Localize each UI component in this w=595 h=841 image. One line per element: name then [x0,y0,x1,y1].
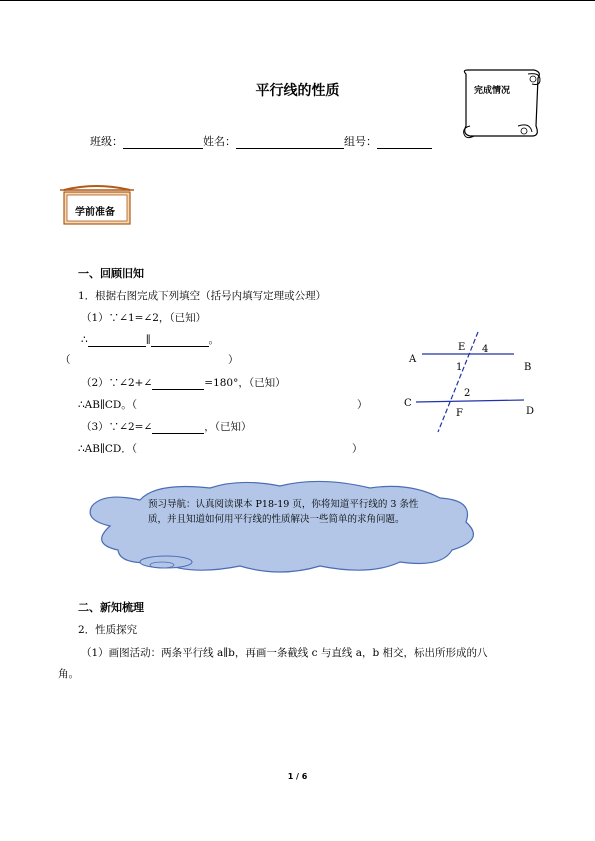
parallel-lines-figure [400,326,550,438]
part2-conclusion: ∴AB∥CD。（ [78,399,138,411]
part1-reason-close: ） [228,354,239,366]
label-angle-4: 4 [482,344,489,355]
part1-given: （1）∵∠1=∠2，（已知） [81,312,207,324]
name-field[interactable] [236,136,344,149]
blank-1a[interactable] [88,335,146,347]
label-c: C [404,398,412,409]
part2-given: （2）∵∠2+∠ =180°，（已知） [81,377,286,389]
part2-reason-close: ） [357,399,368,411]
part3-conclusion: ∴AB∥CD．（ [78,443,138,455]
top-rule [0,0,595,1]
label-d: D [526,406,535,417]
cloud-callout [70,478,490,578]
scroll-icon [456,66,546,142]
part3-given: （3）∵∠2=∠ ，（已知） [81,421,252,433]
activity-line-2: 角。 [58,668,79,680]
part1-conclusion: ∴ ∥ 。 [81,334,220,346]
line-cd [416,400,524,402]
class-field[interactable] [123,136,203,149]
scroll-label: 完成情况 [474,86,511,96]
activity-line-1: （1）画图活动：两条平行线 a∥b，再画一条截线 c 与直线 a，b 相交，标出所形成的八 [81,647,488,659]
question-1: 1．根据右图完成下列填空（括号内填写定理或公理） [78,290,327,302]
blank-2[interactable] [152,378,204,390]
part1-reason-open: （ [60,354,71,366]
cloud-text: 预习导航：认真阅读课本 P18-19 页，你将知道平行线的 3 条性质，并且知道如何用平行线的性质解决一些简单的求角问题。 [148,499,419,525]
blank-3[interactable] [152,422,204,434]
page-number: 1 / 6 [287,772,308,781]
name-label: 姓名： [203,135,236,148]
blank-1b[interactable] [151,335,209,347]
label-e: E [458,342,466,353]
student-info-row [90,133,432,149]
section2-heading: 二、新知梳理 [78,601,144,614]
page-title: 平行线的性质 [255,83,340,99]
label-angle-1: 1 [456,362,463,373]
label-a: A [409,354,417,365]
badge-label: 学前准备 [75,207,115,218]
section1-heading: 一、回顾旧知 [78,267,144,280]
question-2: 2．性质探究 [78,624,138,636]
class-label: 班级： [90,135,123,148]
label-b: B [524,362,532,373]
group-field[interactable] [377,136,432,149]
part3-reason-close: ） [352,443,363,455]
label-angle-2: 2 [464,388,471,399]
label-f: F [456,408,463,419]
group-label: 组号： [344,135,377,148]
